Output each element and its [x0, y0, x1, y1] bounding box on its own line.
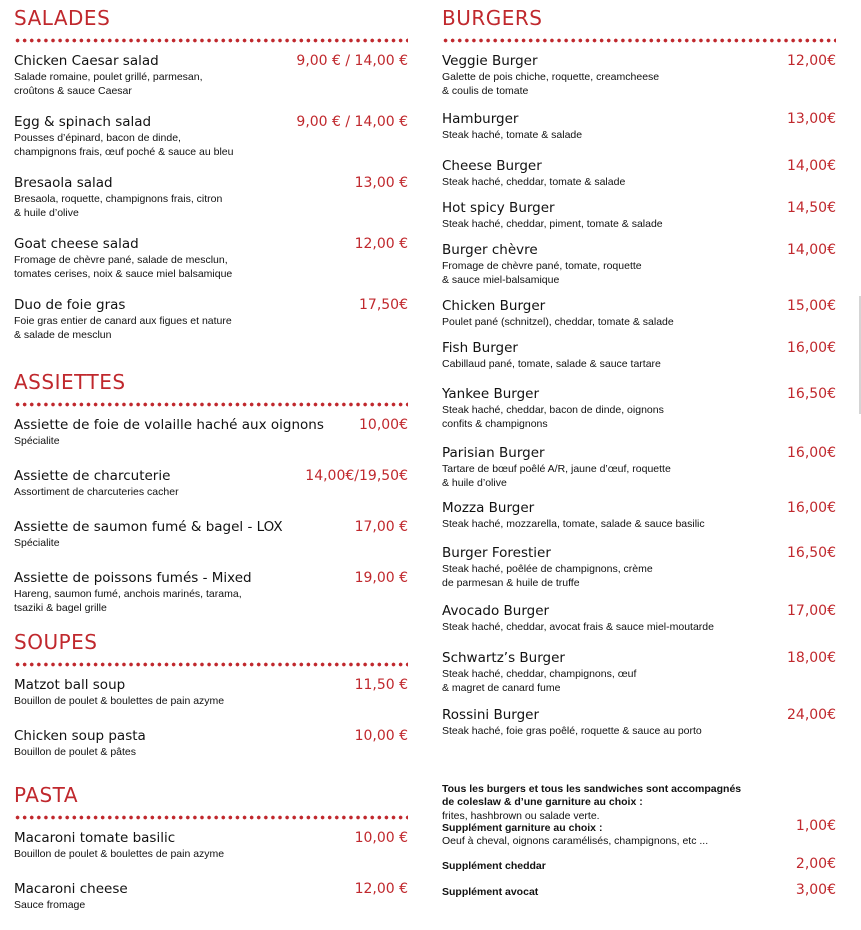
item-name: Hamburger: [442, 111, 519, 127]
item-name: Macaroni tomate basilic: [14, 830, 176, 846]
section-title: ASSIETTES: [14, 370, 126, 394]
item-name: Assiette de saumon fumé & bagel - LOX: [14, 519, 283, 535]
item-description: Hareng, saumon fumé, anchois marinés, tarama, tsaziki & bagel grille: [14, 588, 242, 614]
item-name: Rossini Burger: [442, 707, 540, 723]
item-description: Fromage de chèvre pané, salade de mesclun, tomates cerises, noix & sauce miel balsamique: [14, 254, 233, 280]
item-name: Chicken soup pasta: [14, 728, 146, 744]
item-description: Bouillon de poulet & pâtes: [14, 746, 137, 758]
note-bold: Tous les burgers et tous les sandwiches sont accompagnés de coleslaw & d’une garniture au choix :: [442, 782, 742, 808]
item-description: Poulet pané (schnitzel), cheddar, tomate & salade: [442, 316, 674, 328]
item-name: Veggie Burger: [442, 53, 538, 69]
item-description: Steak haché, tomate & salade: [442, 129, 583, 141]
item-name: Parisian Burger: [442, 445, 545, 461]
section-title: PASTA: [14, 783, 79, 807]
item-price: 14,00€: [787, 158, 836, 174]
item-description: Sauce fromage: [14, 899, 86, 911]
item-name: Chicken Burger: [442, 298, 546, 314]
dotted-divider: [14, 815, 408, 820]
item-price: 24,00€: [787, 707, 836, 723]
item-description: Galette de pois chiche, roquette, creamcheese & coulis de tomate: [442, 71, 660, 97]
item-price: 10,00€: [359, 417, 408, 433]
item-price: 18,00€: [787, 650, 836, 666]
item-name: Fish Burger: [442, 340, 518, 356]
item-price: 16,00€: [787, 445, 836, 461]
item-description: Steak haché, poêlée de champignons, crème de parmesan & huile de truffe: [442, 563, 653, 589]
item-price: 9,00 € / 14,00 €: [296, 114, 408, 130]
item-name: Assiette de poissons fumés - Mixed: [14, 570, 252, 586]
item-price: 12,00 €: [354, 881, 408, 897]
item-price: 16,50€: [787, 545, 836, 561]
item-description: Salade romaine, poulet grillé, parmesan, croûtons & sauce Caesar: [14, 71, 203, 97]
item-price: 16,00€: [787, 500, 836, 516]
item-name: Burger chèvre: [442, 242, 538, 258]
item-price: 17,50€: [359, 297, 408, 313]
item-price: 16,50€: [787, 386, 836, 402]
supplement-price: 1,00€: [795, 818, 836, 834]
item-name: Macaroni cheese: [14, 881, 128, 897]
item-description: Bouillon de poulet & boulettes de pain azyme: [14, 695, 225, 707]
section-title: SALADES: [14, 6, 111, 30]
item-name: Bresaola salad: [14, 175, 113, 191]
supplement-price: 3,00€: [795, 882, 836, 898]
item-description: Assortiment de charcuteries cacher: [14, 486, 179, 498]
item-description: Steak haché, cheddar, avocat frais & sauce miel-moutarde: [442, 621, 714, 633]
item-description: Pousses d’épinard, bacon de dinde, champignons frais, œuf poché & sauce au bleu: [14, 132, 234, 158]
supplement-label: Supplément garniture au choix :: [442, 822, 603, 834]
item-description: Bouillon de poulet & boulettes de pain azyme: [14, 848, 225, 860]
item-price: 19,00 €: [354, 570, 408, 586]
supplement-description: Oeuf à cheval, oignons caramélisés, champignons, etc ...: [442, 835, 709, 847]
item-name: Yankee Burger: [442, 386, 540, 402]
supplement-price: 2,00€: [795, 856, 836, 872]
item-name: Hot spicy Burger: [442, 200, 555, 216]
note-text: frites, hashbrown ou salade verte.: [442, 809, 600, 822]
dotted-divider: [14, 662, 408, 667]
item-price: 17,00€: [787, 603, 836, 619]
dotted-divider: [14, 402, 408, 407]
item-name: Schwartz’s Burger: [442, 650, 565, 666]
item-description: Steak haché, foie gras poêlé, roquette & sauce au porto: [442, 725, 702, 737]
item-description: Cabillaud pané, tomate, salade & sauce tartare: [442, 358, 661, 370]
item-price: 11,50 €: [354, 677, 408, 693]
item-description: Fromage de chèvre pané, tomate, roquette & sauce miel-balsamique: [442, 260, 642, 286]
item-description: Steak haché, cheddar, tomate & salade: [442, 176, 626, 188]
item-price: 10,00 €: [354, 728, 408, 744]
item-price: 17,00 €: [354, 519, 408, 535]
item-name: Duo de foie gras: [14, 297, 126, 313]
item-price: 15,00€: [787, 298, 836, 314]
item-description: Foie gras entier de canard aux figues et nature & salade de mesclun: [14, 315, 232, 341]
item-name: Goat cheese salad: [14, 236, 139, 252]
item-price: 9,00 € / 14,00 €: [296, 53, 408, 69]
item-name: Matzot ball soup: [14, 677, 126, 693]
item-name: Mozza Burger: [442, 500, 535, 516]
item-description: Steak haché, cheddar, champignons, œuf & magret de canard fume: [442, 668, 637, 694]
item-price: 14,00€: [787, 242, 836, 258]
item-description: Spécialite: [14, 435, 60, 447]
item-name: Egg & spinach salad: [14, 114, 152, 130]
item-description: Bresaola, roquette, champignons frais, citron & huile d’olive: [14, 193, 223, 219]
item-price: 10,00 €: [354, 830, 408, 846]
section-title: SOUPES: [14, 630, 98, 654]
item-price: 13,00€: [787, 111, 836, 127]
item-description: Tartare de bœuf poêlé A/R, jaune d’œuf, roquette & huile d’olive: [442, 463, 671, 489]
item-price: 12,00€: [787, 53, 836, 69]
supplement-label: Supplément cheddar: [442, 860, 546, 872]
item-description: Steak haché, mozzarella, tomate, salade & sauce basilic: [442, 518, 705, 530]
item-description: Steak haché, cheddar, piment, tomate & salade: [442, 218, 663, 230]
item-description: Spécialite: [14, 537, 60, 549]
item-name: Chicken Caesar salad: [14, 53, 159, 69]
item-price: 12,00 €: [354, 236, 408, 252]
item-name: Assiette de foie de volaille haché aux oignons: [14, 417, 324, 433]
supplement-label: Supplément avocat: [442, 886, 539, 898]
item-price: 13,00 €: [354, 175, 408, 191]
item-name: Avocado Burger: [442, 603, 550, 619]
item-name: Assiette de charcuterie: [14, 468, 171, 484]
item-price: 14,00€/19,50€: [305, 468, 408, 484]
section-title: BURGERS: [442, 6, 543, 30]
dotted-divider: [442, 38, 836, 43]
item-name: Cheese Burger: [442, 158, 542, 174]
item-price: 14,50€: [787, 200, 836, 216]
item-price: 16,00€: [787, 340, 836, 356]
item-name: Burger Forestier: [442, 545, 551, 561]
dotted-divider: [14, 38, 408, 43]
item-description: Steak haché, cheddar, bacon de dinde, oignons confits & champignons: [442, 404, 664, 430]
